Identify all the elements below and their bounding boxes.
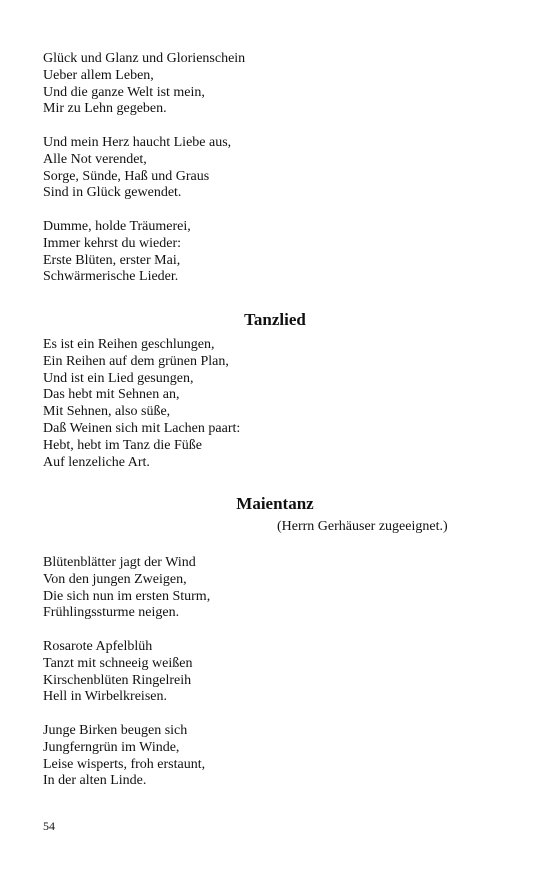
verse-line: Es ist ein Reihen geschlungen, xyxy=(43,337,215,352)
verse-line: Alle Not verendet, xyxy=(43,151,147,167)
dedication: (Herrn Gerhäuser zugeeignet.) xyxy=(277,519,448,534)
poem2-stanza-1 xyxy=(43,337,483,471)
poem3-stanza-3 xyxy=(43,723,483,790)
verse-line: Von den jungen Zweigen, xyxy=(43,571,187,587)
verse-line: Schwärmerische Lieder. xyxy=(43,269,179,285)
poem3-stanza-1 xyxy=(43,555,483,622)
poem-title-maientanz: Maientanz xyxy=(236,494,314,513)
verse-line: Hell in Wirbelkreisen. xyxy=(43,689,167,705)
verse-line: Frühlingssturme neigen. xyxy=(43,605,180,621)
verse-line: Kirschenblüten Ringelreih xyxy=(43,672,192,688)
verse-line: Und die ganze Welt ist mein, xyxy=(43,84,205,100)
verse-line: Mir zu Lehn gegeben. xyxy=(43,101,167,117)
verse-line: Und ist ein Lied gesungen, xyxy=(43,370,194,386)
verse-line: Immer kehrst du wieder: xyxy=(43,235,182,251)
page-number: 54 xyxy=(43,819,55,833)
poem1-stanza-2 xyxy=(43,135,483,202)
verse-line: Das hebt mit Sehnen an, xyxy=(43,387,180,403)
verse-line: Ueber allem Leben, xyxy=(43,67,154,83)
poem-title-tanzlied: Tanzlied xyxy=(244,310,306,329)
verse-line: Dumme, holde Träumerei, xyxy=(43,219,191,234)
verse-line: Tanzt mit schneeig weißen xyxy=(43,655,193,671)
verse-line: Blütenblätter jagt der Wind xyxy=(43,555,196,570)
verse-line: Sorge, Sünde, Haß und Graus xyxy=(43,168,210,184)
verse-line: Jungferngrün im Winde, xyxy=(43,739,180,755)
verse-line: Sind in Glück gewendet. xyxy=(43,185,182,201)
verse-line: Glück und Glanz und Glorienschein xyxy=(43,51,246,66)
verse-line: Erste Blüten, erster Mai, xyxy=(43,252,181,268)
poem1-stanza-1 xyxy=(43,51,483,118)
verse-line: Ein Reihen auf dem grünen Plan, xyxy=(43,353,229,369)
verse-line: Auf lenzeliche Art. xyxy=(43,454,150,470)
verse-line: Rosarote Apfelblüh xyxy=(43,639,153,654)
verse-line: Die sich nun im ersten Sturm, xyxy=(43,588,211,604)
verse-line: Junge Birken beugen sich xyxy=(43,723,188,738)
verse-line: Leise wisperts, froh erstaunt, xyxy=(43,756,206,772)
verse-line: Mit Sehnen, also süße, xyxy=(43,404,171,420)
verse-line: Daß Weinen sich mit Lachen paart: xyxy=(43,420,241,436)
verse-line: Und mein Herz haucht Liebe aus, xyxy=(43,135,232,150)
poem3-stanza-2 xyxy=(43,639,483,706)
verse-line: Hebt, hebt im Tanz die Füße xyxy=(43,437,202,453)
poem1-stanza-3 xyxy=(43,219,483,286)
verse-line: In der alten Linde. xyxy=(43,773,147,789)
